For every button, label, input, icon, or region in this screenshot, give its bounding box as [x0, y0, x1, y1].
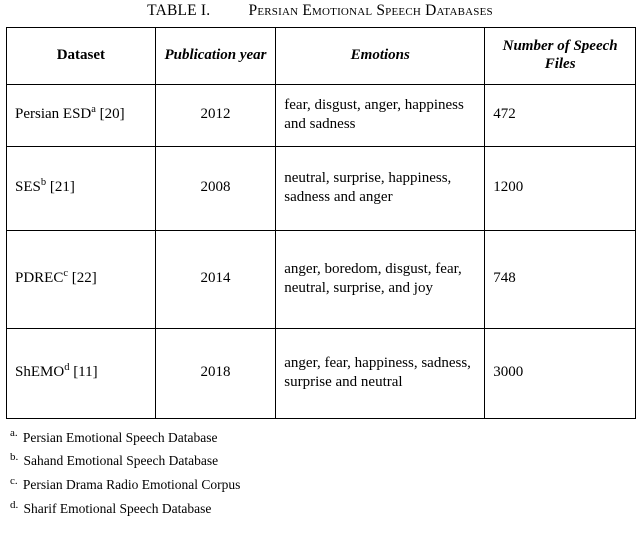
- cell-speech-files: 472: [485, 84, 636, 146]
- footnote-text: Persian Emotional Speech Database: [22, 429, 218, 445]
- cell-dataset: [7, 328, 156, 418]
- footnote-mark: a.: [10, 427, 18, 440]
- footnote-item: [10, 451, 640, 469]
- dataset-reference: [22]: [71, 270, 97, 287]
- table-row: [7, 328, 636, 418]
- cell-emotions: anger, fear, happiness, sadness, surprise and neutral: [276, 328, 485, 418]
- dataset-name: Persian ESD: [15, 106, 92, 123]
- cell-emotions: anger, boredom, disgust, fear, neutral, surprise, and joy: [276, 230, 485, 328]
- footnote-mark: b.: [10, 451, 19, 464]
- table-body: [7, 84, 636, 418]
- cell-dataset: [7, 230, 156, 328]
- footnote-mark: d.: [10, 498, 19, 511]
- dataset-footnote-mark: a: [91, 104, 96, 116]
- footnote-text: Persian Drama Radio Emotional Corpus: [22, 477, 241, 493]
- footnote-text: Sahand Emotional Speech Database: [23, 453, 219, 469]
- cell-speech-files: 1200: [485, 146, 636, 230]
- column-header-emotions: Emotions: [276, 28, 485, 85]
- cell-emotions: fear, disgust, anger, happiness and sadness: [276, 84, 485, 146]
- cell-dataset: [7, 84, 156, 146]
- table-caption-title: Persian Emotional Speech Databases: [248, 2, 493, 19]
- cell-speech-files: 3000: [485, 328, 636, 418]
- dataset-footnote-mark: b: [40, 177, 47, 189]
- cell-dataset: [7, 146, 156, 230]
- dataset-name: ShEMO: [15, 364, 65, 381]
- footnote-list: [10, 427, 640, 517]
- table-caption: [0, 0, 640, 27]
- dataset-name: SES: [15, 179, 41, 196]
- table-row: [7, 84, 636, 146]
- dataset-reference: [11]: [73, 364, 98, 381]
- footnote-mark: c.: [10, 474, 18, 487]
- cell-year: 2018: [155, 328, 276, 418]
- table-header-row: [7, 28, 636, 85]
- table-row: [7, 230, 636, 328]
- column-header-publication-year: Publication year: [155, 28, 276, 85]
- footnote-item: [10, 498, 640, 517]
- cell-emotions: neutral, surprise, happiness, sadness and anger: [276, 146, 485, 230]
- cell-year: 2008: [155, 146, 276, 230]
- footnote-item: [10, 474, 640, 493]
- dataset-reference: [21]: [49, 179, 75, 196]
- column-header-dataset: Dataset: [7, 28, 156, 85]
- footnote-item: [10, 427, 640, 446]
- dataset-footnote-mark: d: [64, 362, 70, 374]
- cell-year: 2014: [155, 230, 276, 328]
- table-caption-label: TABLE I.: [147, 2, 211, 19]
- cell-year: 2012: [155, 84, 276, 146]
- table-header: [7, 28, 636, 85]
- dataset-reference: [20]: [99, 106, 125, 123]
- column-header-number-of-speech-files: Number of Speech Files: [485, 28, 636, 85]
- table-row: [7, 146, 636, 230]
- databases-table: [6, 27, 636, 419]
- footnote-text: Sharif Emotional Speech Database: [23, 501, 212, 517]
- dataset-name: PDREC: [15, 270, 64, 287]
- cell-speech-files: 748: [485, 230, 636, 328]
- dataset-footnote-mark: c: [63, 268, 69, 280]
